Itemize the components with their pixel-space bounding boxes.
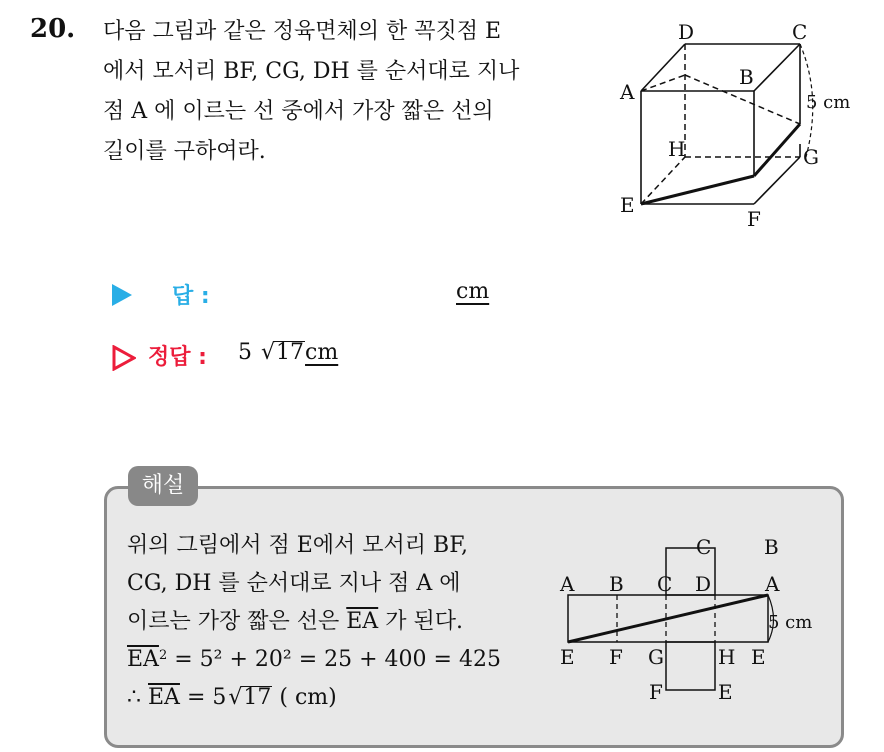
explanation-conclusion (127, 679, 547, 717)
net-label-top-a2: A (765, 572, 780, 596)
correct-answer-label: 정답 : (148, 345, 207, 370)
equation-part: = 5 (179, 685, 227, 710)
net-flap-label-e: E (718, 680, 733, 704)
net-label-bottom-f: F (609, 645, 623, 669)
cube-figure (610, 16, 860, 236)
explanation-equation (127, 641, 547, 679)
explanation-text-part: 이르는 가장 짧은 선은 (127, 609, 347, 634)
outline-arrow-icon (112, 345, 136, 371)
unit: ( cm) (272, 685, 337, 710)
net-label-top-d: D (695, 572, 712, 596)
play-arrow-icon (112, 284, 132, 306)
cube-label-g: G (803, 145, 819, 169)
problem-text (103, 12, 603, 172)
net-label-bottom-e2: E (751, 645, 766, 669)
net-flap-label-c: C (696, 535, 712, 559)
net-label-top-b: B (609, 572, 624, 596)
answer-coefficient: 5 (238, 340, 252, 365)
equation-rest: = 5² + 20² = 25 + 400 = 425 (167, 647, 501, 672)
explanation-text (127, 527, 547, 717)
problem-line: 길이를 구하여라. (103, 139, 266, 164)
answer-label: 답 : (172, 284, 210, 309)
answer-radicand: 17 (276, 340, 305, 365)
problem-line: 다음 그림과 같은 정육면체의 한 꼭짓점 E (103, 19, 502, 44)
net-label-bottom-h: H (718, 645, 736, 669)
net-edge-label: 5 cm (768, 612, 813, 633)
net-label-bottom-e: E (560, 645, 575, 669)
segment-ea: $\overline{EA}$ (127, 647, 159, 672)
net-label-top-c: C (657, 572, 673, 596)
net-flap-label-f: F (649, 680, 663, 704)
explanation-tag: 해설 (128, 466, 198, 506)
answer-unit: cm (456, 279, 490, 304)
cube-label-a: A (620, 80, 635, 104)
exponent: 2 (158, 648, 168, 663)
cube-edge-label: 5 cm (806, 92, 851, 113)
problem-line: 점 A 에 이르는 선 중에서 가장 짧은 선의 (103, 99, 494, 124)
segment-ea: $\overline{EA}$ (346, 609, 379, 634)
answer-unit-underlined: cm (305, 340, 339, 365)
explanation-line: 위의 그림에서 점 E에서 모서리 BF, (127, 533, 469, 558)
cube-label-e: E (620, 193, 635, 217)
problem-line: 에서 모서리 BF, CG, DH 를 순서대로 지나 (103, 59, 520, 84)
net-flap-label-b: B (764, 535, 779, 559)
net-figure (555, 530, 825, 710)
therefore-symbol: ∴ (127, 685, 148, 710)
net-label-top-a: A (560, 572, 575, 596)
explanation-line (127, 603, 547, 641)
cube-label-c: C (792, 20, 808, 44)
explanation-line: CG, DH 를 순서대로 지나 점 A 에 (127, 571, 461, 596)
net-label-bottom-g: G (648, 645, 664, 669)
correct-answer-value (238, 340, 338, 365)
cube-label-b: B (739, 65, 754, 89)
square-root: √17 (261, 340, 305, 365)
segment-ea: $\overline{EA}$ (148, 685, 180, 710)
cube-label-f: F (747, 207, 761, 231)
problem-number: 20. (30, 14, 76, 44)
explanation-text-part: 가 된다. (378, 609, 463, 634)
cube-label-d: D (678, 20, 695, 44)
radicand: 17 (243, 685, 272, 710)
square-root: √17 (228, 685, 272, 710)
cube-label-h: H (668, 137, 686, 161)
